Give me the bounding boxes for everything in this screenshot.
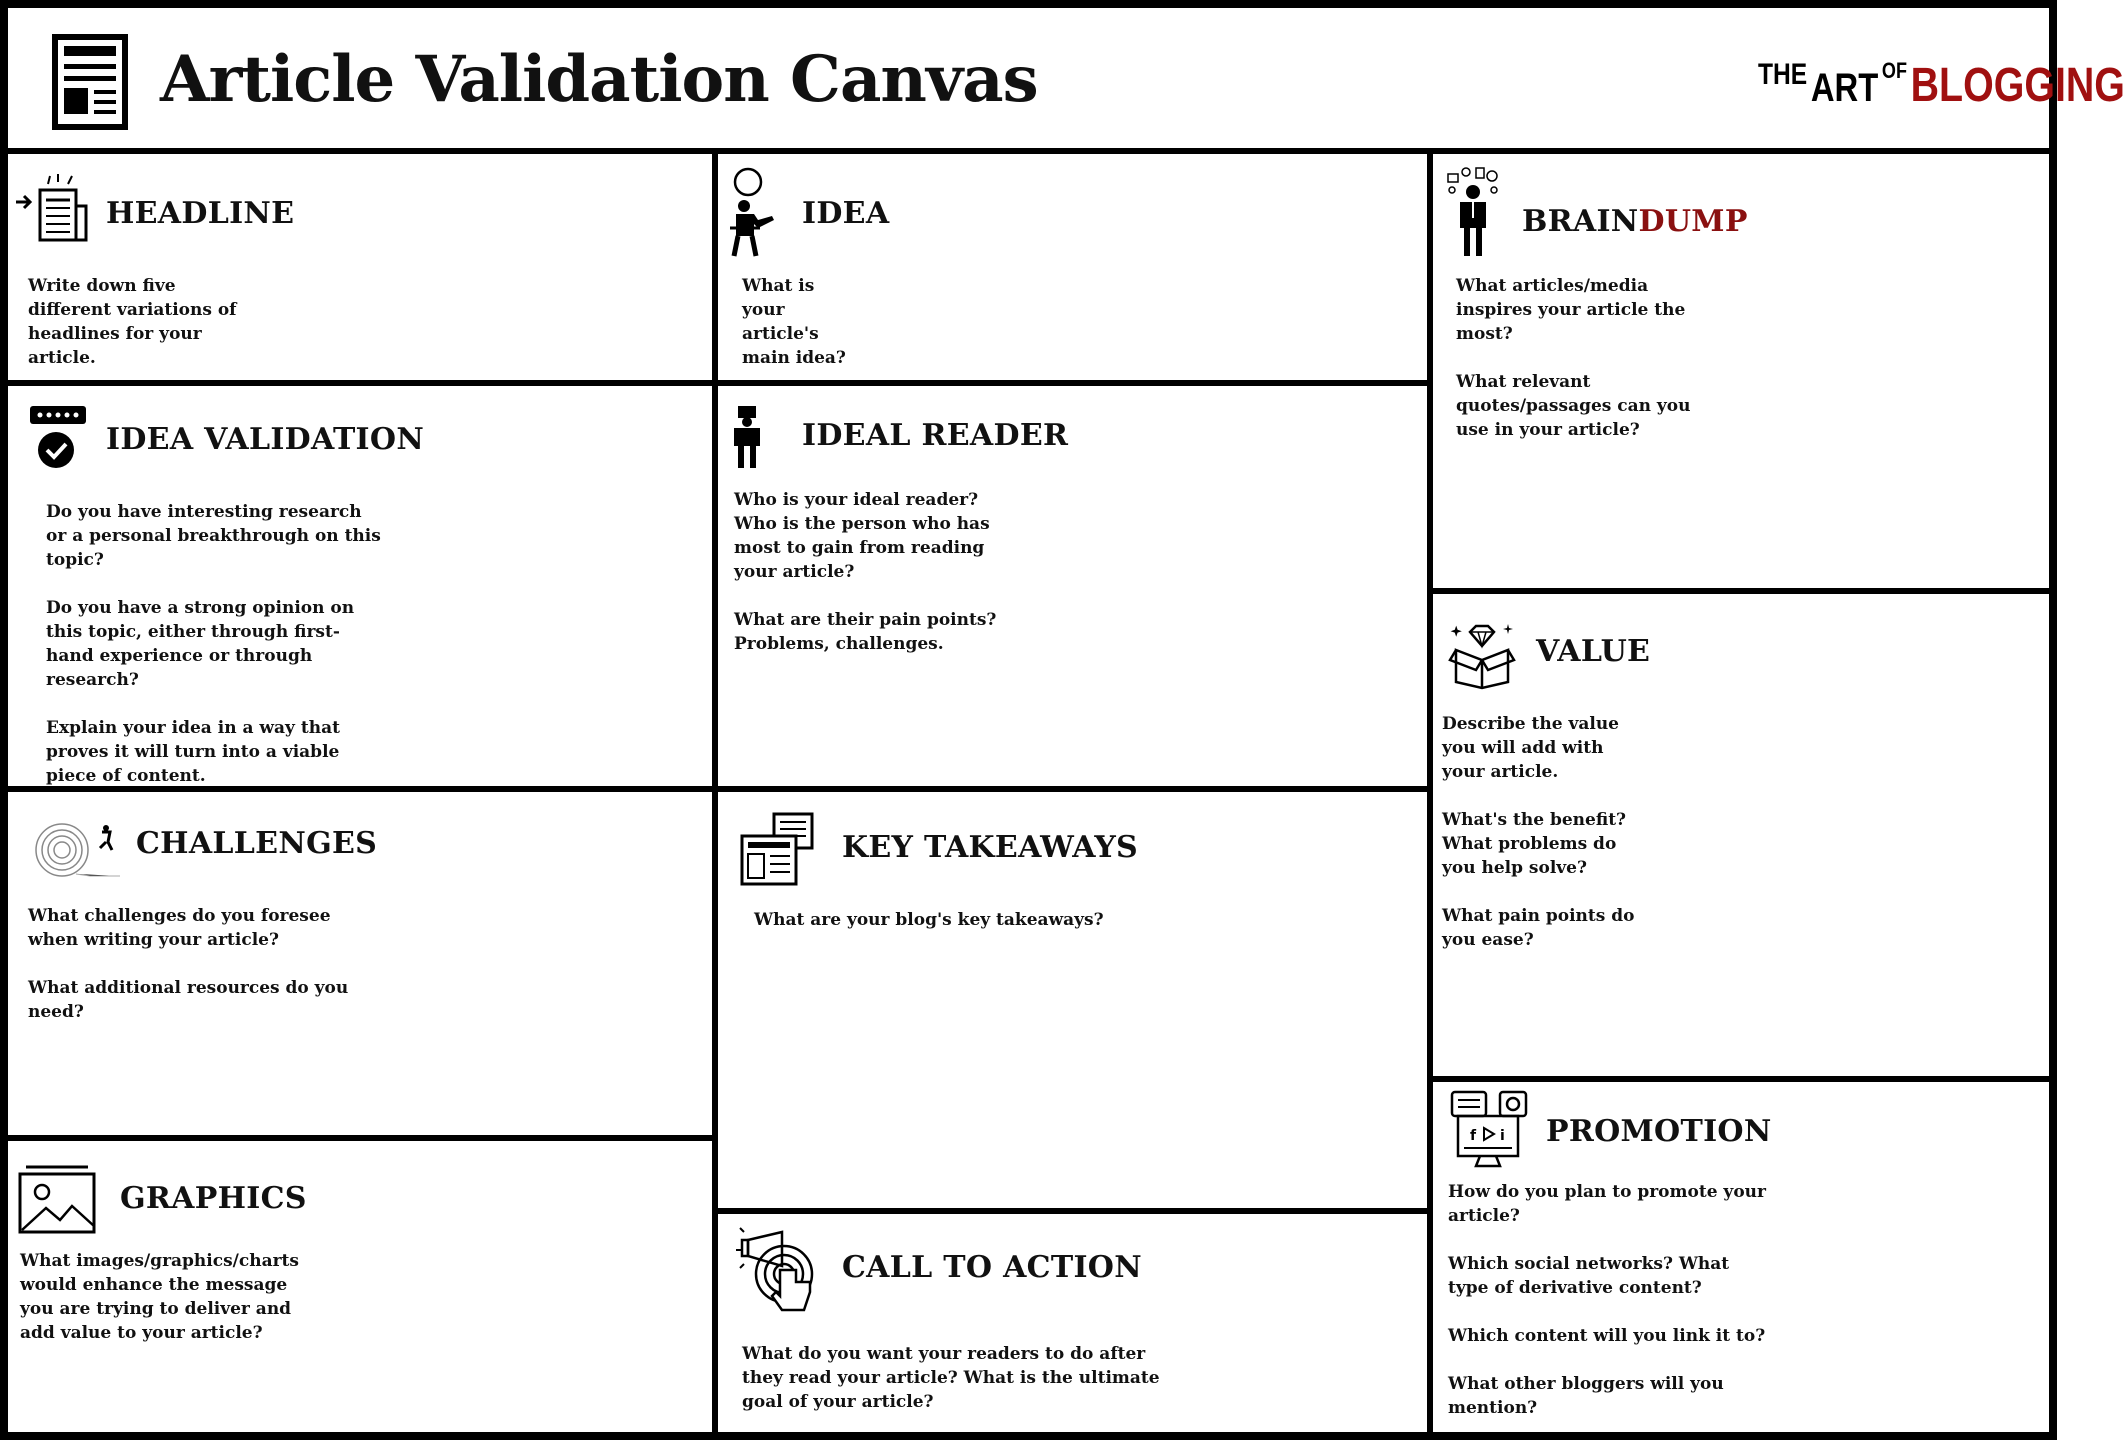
section-title: VALUE [1536,634,1651,669]
divider [0,380,1430,386]
brand-part: ART [1810,66,1879,110]
section-line: What's the benefit? What problems do you help solve? [1442,810,1627,878]
section-line: What additional resources do you need? [28,978,349,1022]
divider [1430,1076,2057,1082]
section-title: IDEA [802,196,890,231]
divider [0,148,2057,154]
section-line: Write down five different variations of headlines for your article. [28,276,237,368]
reader-person-icon [730,404,764,470]
section-text [28,904,358,1024]
section-text [1442,712,1642,952]
brand-part: BLOGGING [1910,59,2125,112]
section-title: IDEA VALIDATION [106,422,425,457]
section-line: What articles/media inspires your article the most? [1456,276,1686,344]
title-part: BRAIN [1522,204,1639,239]
divider [1427,150,1433,1440]
newspaper-icon [52,34,128,130]
page-title: Article Validation Canvas [160,42,1038,117]
brand-part: THE [1758,58,1808,91]
section-text [742,1342,1182,1414]
section-line: Who is your ideal reader? Who is the person who has most to gain from reading your article? [734,490,990,582]
section-title: KEY TAKEAWAYS [842,830,1139,865]
section-line: What challenges do you foresee when writing your article? [28,906,331,950]
svg-text:i: i [1500,1128,1505,1144]
section-text [20,1249,300,1345]
brand-part: OF [1881,58,1907,83]
section-line: What do you want your readers to do after they read your article? What is the ultimate goal of your article? [742,1344,1160,1412]
section-line: What are your blog's key takeaways? [754,910,1104,930]
section-text [46,500,386,788]
section-line: Do you have a strong opinion on this topic, either through first-hand experience or through research? [46,598,355,690]
divider [0,1135,714,1141]
svg-text:f: f [1470,1128,1477,1144]
section-text [1448,1180,1768,1420]
divider [714,1208,1430,1214]
divider [712,150,718,1440]
section-title: GRAPHICS [120,1181,307,1216]
section-text [28,274,258,370]
section-line: What relevant quotes/passages can you use in your article? [1456,372,1691,440]
section-line: Which social networks? What type of derivative content? [1448,1254,1730,1298]
section-title [1522,204,1748,239]
section-title: CALL TO ACTION [842,1250,1142,1285]
section-text [754,908,1154,932]
section-line: What are their pain points? Problems, challenges. [734,610,997,654]
check-badge-icon [28,404,88,470]
section-title: HEADLINE [106,196,295,231]
section-line: What is your article's main idea? [742,276,846,368]
thinking-person-icon [728,166,790,258]
section-title: PROMOTION [1546,1114,1772,1149]
newspaper-icon [14,172,86,244]
section-text [734,488,1014,656]
section-line: Describe the value you will add with your article. [1442,714,1619,782]
section-line: Which content will you link it to? [1448,1326,1766,1346]
section-line: How do you plan to promote your article? [1448,1182,1766,1226]
divider [1430,588,2057,594]
diamond-box-icon [1448,620,1516,690]
section-line: What pain points do you ease? [1442,906,1635,950]
section-line: Do you have interesting research or a personal breakthrough on this topic? [46,502,381,570]
section-text [1456,274,1726,442]
brainstorm-person-icon [1446,166,1502,258]
section-text [742,274,862,370]
maze-runner-icon [30,820,120,882]
section-line: What other bloggers will you mention? [1448,1374,1724,1418]
section-title: CHALLENGES [136,826,378,861]
tap-megaphone-icon [734,1226,826,1314]
brand-logo [1758,58,2125,113]
image-icon [18,1164,96,1234]
title-accent: DUMP [1638,204,1748,239]
documents-icon [740,812,816,886]
section-title: IDEAL READER [802,418,1069,453]
social-media-monitor-icon [1450,1090,1530,1170]
section-line: Explain your idea in a way that proves it will turn into a viable piece of content. [46,718,340,786]
section-line: What images/graphics/charts would enhance the message you are trying to deliver and add value to your article? [20,1251,299,1343]
